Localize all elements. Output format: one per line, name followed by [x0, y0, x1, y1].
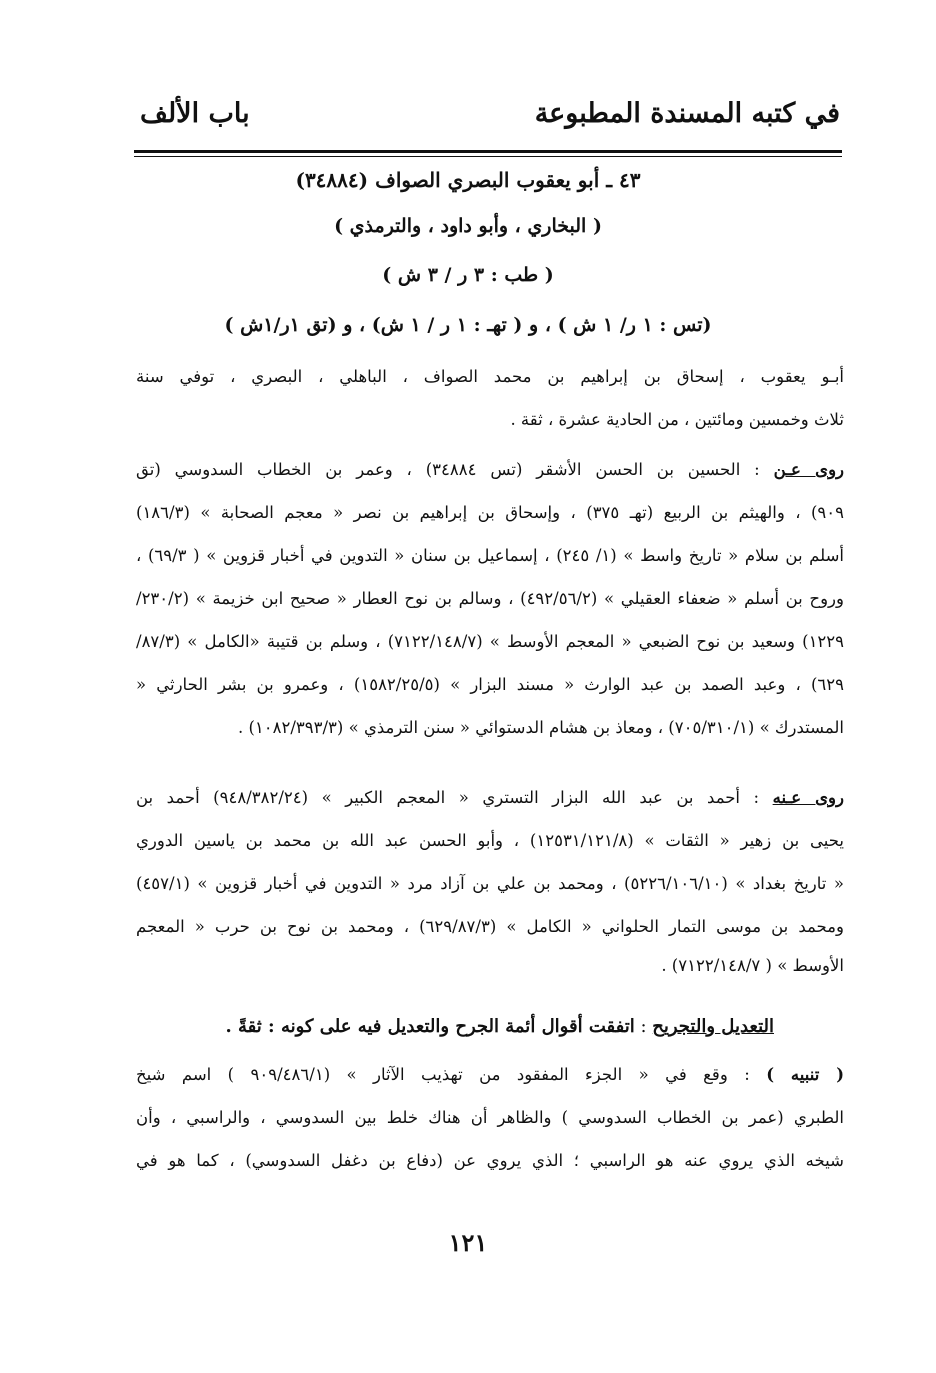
narrated-by-line: ومحمد بن موسى التمار الحلواني « الكامل » (٦٢٩/٨٧/٣) ، ومحمد بن نوح بن حرب « المعجم	[136, 917, 844, 936]
narrated-from-line: ٦٢٩) ، وعبد الصمد بن عبد الوارث « مسند البزار » (١٥٨٢/٢٥/٥) ، وعمرو بن بشر الحارثي «	[136, 675, 844, 694]
header-rule-thick	[134, 150, 842, 153]
narrated-by-line: أحمد بن عبد الله البزار التستري « المعجم الكبير » (٩٤٨/٣٨٢/٢٤) أحمد بن	[136, 788, 741, 807]
page-number: ١٢١	[448, 1228, 488, 1257]
bio-line: ثلاث وخمسين ومائتين ، من الحادية عشرة ، ثقة .	[510, 410, 844, 429]
entry-title: ٤٣ ـ أبو يعقوب البصري الصواف (٣٤٨٨٤)	[295, 168, 641, 192]
grading-paragraph: التعديل والتجريح : اتفقت أقوال أئمة الجرح والتعديل فيه على كونه : ثقةً .	[225, 1016, 774, 1037]
narrated-from-line: وروح بن أسلم « ضعفاء العقيلي » (٤٩٢/٥٦/٢) ، وسالم بن نوح العطار « صحيح ابن خزيمة » (٢٣٠/٢/	[136, 589, 844, 608]
narrated-by-line: « تاريخ بغداد » (٥٢٢٦/١٠٦/١٠) ، ومحمد بن علي بن آزاد مرد « التدوين في أخبار قزوين » (٤٥٧/١)	[136, 874, 844, 893]
entry-sources: ( البخاري ، وأبو داود ، والترمذي )	[334, 215, 602, 237]
header-rule-thin	[134, 156, 842, 157]
running-header-chapter: باب الألف	[140, 98, 250, 129]
narrated-by-line: يحيى بن زهير « الثقات » (١٢٥٣١/١٢١/٨) ، وأبو الحسن عبد الله بن محمد بن ياسين الدوري	[136, 831, 844, 850]
grading-text: اتفقت أقوال أئمة الجرح والتعديل فيه على كونه : ثقةً .	[225, 1016, 635, 1037]
narrated-from-label: روى عـن	[773, 460, 844, 479]
bio-line: أبـو يعقوب ، إسحاق بن إبراهيم بن محمد الصواف ، الباهلي ، البصري ، توفي سنة	[136, 367, 844, 386]
narrated-from-line: ٩٠٩) ، والهيثم بن الربيع (تهـ ٣٧٥) ، وإسحاق بن إبراهيم بن نصر « معجم الصحابة » (١٨٦/٣)	[136, 503, 844, 522]
grading-label: التعديل والتجريح	[652, 1016, 774, 1037]
narrated-from-line: المستدرك » (٧٠٥/٣١٠/١) ، ومعاذ بن هشام الدستوائي « سنن الترمذي » (١٠٨٢/٣٩٣/٣) .	[237, 718, 844, 737]
note-label: ( تنبيه )	[766, 1065, 844, 1084]
entry-tab-counts: ( طب : ٣ ر / ٣ ش )	[382, 264, 554, 286]
running-header-title: في كتبه المسندة المطبوعة	[534, 98, 840, 129]
narrated-by-label: روى عـنه	[772, 788, 844, 807]
narrated-by-line: الأوسط » ( ٧١٢٢/١٤٨/٧) .	[661, 956, 844, 975]
entry-book-counts: (تس : ١ ر/ ١ ش ) ، و ( تهـ : ١ ر / ١ ش) ، و (تق ١ر/١ش )	[224, 314, 712, 336]
note-line: : وقع في « الجزء المفقود من تهذيب الآثار » (٩٠٩/٤٨٦/١ ) اسم شيخ	[136, 1065, 750, 1084]
note-paragraph	[136, 1053, 844, 1182]
note-line: شيخه الذي يروي عنه هو الراسبي ؛ الذي يروي عن (دفاع بن دغفل السدوسي) ، كما هو في	[136, 1151, 844, 1170]
narrated-from-line: الحسين بن الحسن الأشقر (تس ٣٤٨٨٤) ، وعمر بن الخطاب السدوسي (تق	[136, 460, 741, 479]
bio-paragraph	[136, 355, 844, 441]
narrated-from-paragraph: روى عـن : الحسين بن الحسن الأشقر (تس ٣٤٨٨٤) ، وعمر بن الخطاب السدوسي (تق ٩٠٩) ، والهيثم بن الربيع (تهـ ٣٧٥) ، وإسحاق بن إبراهيم بن نصر « معجم الصحابة » (١٨٦/٣) أسلم بن سلام « تاريخ واسط » (١/ ٢٤٥) ، إسماعيل بن سنان « التدوين في أخبار قزوين » ( ٦٩/٣) ، وروح بن أسلم « ضعفاء العقيلي » (٤٩٢/٥٦/٢) ، وسالم بن نوح العطار « صحيح ابن خزيمة » (٢٣٠/٢/ ١٢٢٩) وسعيد بن نوح الضبعي « المعجم الأوسط » (٧١٢٢/١٤٨/٧) ، وسلم بن قتيبة «الكامل » (٨٧/٣/ ٦٢٩) ، وعبد الصمد بن عبد الوارث « مسند البزار » (١٥٨٢/٢٥/٥) ، وعمرو بن بشر الحارثي « المستدرك » (٧٠٥/٣١٠/١) ، ومعاذ بن هشام الدستوائي « سنن الترمذي » (١٠٨٢/٣٩٣/٣) .	[136, 448, 844, 749]
narrated-from-line: أسلم بن سلام « تاريخ واسط » (١/ ٢٤٥) ، إسماعيل بن سنان « التدوين في أخبار قزوين » ( ٦٩/٣) ،	[136, 546, 844, 565]
note-line: الطبري (عمر بن الخطاب السدوسي ) والظاهر أن هناك خلط بين السدوسي ، والراسبي ، وأن	[136, 1108, 844, 1127]
narrated-from-line: ١٢٢٩) وسعيد بن نوح الضبعي « المعجم الأوسط » (٧١٢٢/١٤٨/٧) ، وسلم بن قتيبة «الكامل » (٨٧/٣/	[136, 632, 844, 651]
narrated-by-paragraph: روى عـنه : أحمد بن عبد الله البزار التستري « المعجم الكبير » (٩٤٨/٣٨٢/٢٤) أحمد بن يحيى بن زهير « الثقات » (١٢٥٣١/١٢١/٨) ، وأبو الحسن عبد الله بن محمد بن ياسين الدوري « تاريخ بغداد » (٥٢٢٦/١٠٦/١٠) ، ومحمد بن علي بن آزاد مرد « التدوين في أخبار قزوين » (٤٥٧/١) ومحمد بن موسى التمار الحلواني « الكامل » (٦٢٩/٨٧/٣) ، ومحمد بن نوح بن حرب « المعجم الأوسط » ( ٧١٢٢/١٤٨/٧) .	[136, 776, 844, 984]
